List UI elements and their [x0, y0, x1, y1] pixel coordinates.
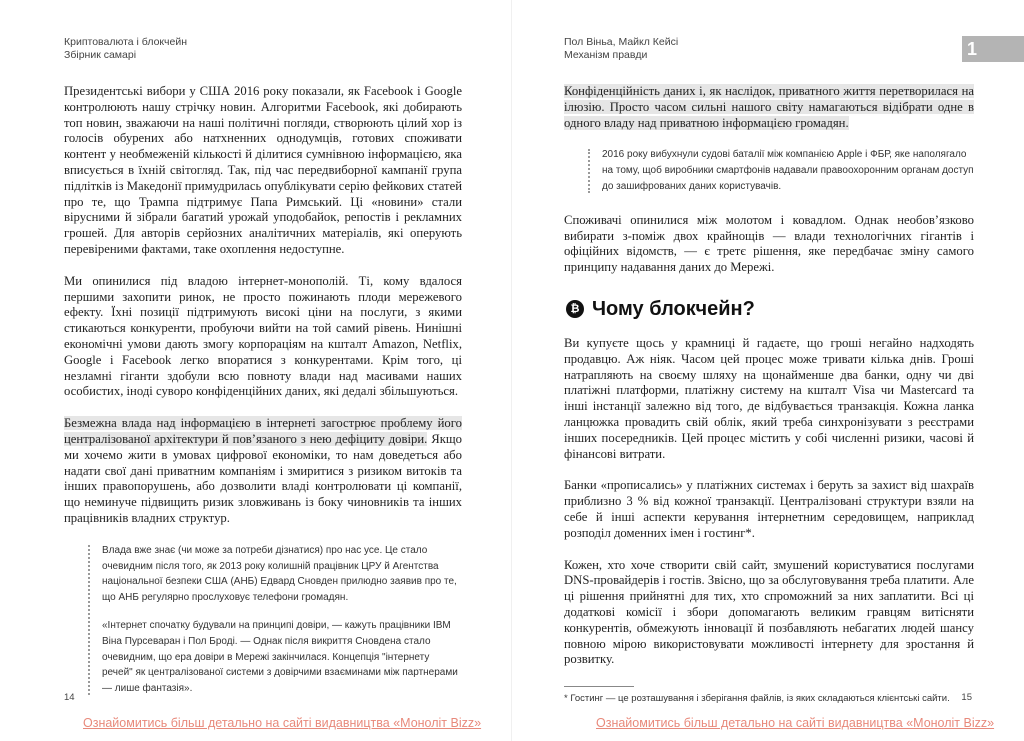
publisher-link-left[interactable]: Ознайомитись більш детально на сайті видавництва «Моноліт Bizz» — [83, 716, 482, 730]
paragraph-privacy — [564, 84, 974, 131]
left-sidebar-quote — [102, 543, 462, 697]
quote-apple-fbi: 2016 року вибухнули судові баталії між компанією Apple і ФБР, яке наполягало на тому, щоб виробники смартфонів надавали правоохоронним органам доступ до зашифрованих даних користувачів. — [602, 149, 974, 192]
right-sidebar-quote — [602, 147, 974, 194]
book-name: Механізм правди — [564, 49, 648, 61]
paragraph-banks: Банки «прописались» у платіжних системах і беруть за захист від шахраїв приблизно 3 % від кожної транзакції. Централізовані структури взяли на себе й інші аспекти керування інтернетним середовищем, наприклад розподіл доменних імен і гостинг*. — [564, 478, 974, 540]
publisher-link-right[interactable]: Ознайомитись більш детально на сайті видавництва «Моноліт Bizz» — [596, 716, 995, 730]
left-page-content — [64, 84, 462, 697]
paragraph-centralization — [64, 416, 462, 527]
paragraph-monopolies: Ми опинилися під владою інтернет-монополій. Ті, кому вдалося першими захопити ринок, не просто пожинають плоди мережевого ефекту. Їхні позиції підтримують високі ціни на послуги, з якими стикаються конкуренти, пробуючи вийти на той самий рівень. Нинішні економічні умови дають змогу корпораціям на кшталт Amazon, Netflix, Google і Facebook легко впоратися з конкурентами. Крім того, ці незламні гіганти здобули всю повноту влади над масивами наших особистих, іноді суворо конфіденційних даних, які дедалі збільшуються. — [64, 273, 462, 399]
chapter-tab — [962, 36, 1024, 62]
section-heading — [564, 296, 974, 322]
paragraph-continuation: Якщо ми хочемо жити в умовах цифрової економіки, то нам доведеться або надати свої дані приватним компаніям і змиритися з ризиком витоків та інших правопорушень, або дозволити владі контролювати ці компанії, що неминуче підвищить ризик зловживань із боку чиновників та інших працівників владних структур. — [64, 431, 462, 525]
paragraph-elections: Президентські вибори у США 2016 року показали, як Facebook і Google контролюють нашу стрічку новин. Алгоритми Facebook, які добирають топ новин, зважаючи на наші політичні погляди, створюють цілий хор із голосів обурених або натхненних однодумців, готових споживати контент у необмеженій кількості й ділитися сумнівною інформацією, яка вписується в їхній світогляд. Так, під час передвиборної кампанії група підлітків із Македонії примудрилась опублікувати серію фейкових статей про те, що Трампа підтримує Папа Римський. Ці «новини» стали вірусними й зібрали багатий урожай уподобайок, репостів і рекламних грошей. Для авторів серйозних аналітичних матеріалів, які оперують перевіреними фактами, таке охоплення недоступне. — [64, 84, 463, 256]
highlighted-text: Конфіденційність даних і, як наслідок, приватного життя перетворилася на ілюзію. Просто часом сильні нашого світу намагаються відібрати одне в одного владу над приватною інформацією громадян. — [564, 84, 974, 130]
highlighted-text: Безмежна влада над інформацією в інтернеті загострює проблему його централізованої архітектури й пов’язаного з нею дефіциту довіри. — [64, 416, 462, 446]
paragraph-consumers: Споживачі опинилися між молотом і ковадлом. Однак необов’язково вибирати з-поміж двох крайнощів — влади технологічних гігантів і офіційних відомств, — є третє рішення, яке передбачає зміну самого принципу надавання даних до Мережі. — [564, 212, 974, 275]
page-number-left: 14 — [64, 692, 75, 703]
book-authors: Пол Віньа, Майкл Кейсі — [564, 36, 679, 48]
quote-ibm: «Інтернет спочатку будували на принципі довіри, — кажуть працівники IBM Віна Пурсеваран і Пол Броді. — Однак після викриття Сновдена стало очевидним, що ера довіри в Мережі закінчилася. Концепція "інтернету речей" як централізованої системи з довірчими взаєминами між партнерами — лише фантазія». — [102, 619, 458, 695]
right-running-header — [564, 36, 678, 62]
book-title: Криптовалюта і блокчейн — [64, 36, 188, 48]
bitcoin-icon: ₿ — [566, 300, 584, 318]
right-page — [512, 0, 1024, 741]
page-number-right: 15 — [961, 692, 972, 703]
book-subtitle: Збірник самарі — [64, 49, 137, 61]
section-heading-text: Чому блокчейн? — [592, 297, 755, 320]
paragraph-payments: Ви купуєте щось у крамниці й гадаєте, що гроші негайно надходять продавцю. Аж ніяк. Часом цей процес може тривати кілька днів. Гроші натрапляють на своєму шляху на щонайменше два банки, одну чи дві платіжні платформи, платіжну систему на кшталт Visa чи Mastercard та інші інстанції залежно від того, де відбувається транзакція. Кожна ланка ланцюжка провадить свій облік, який треба синхронізувати з реєстрами інших посередників. Цей процес містить у собі численні ризики, часові й фінансові витрати. — [564, 335, 974, 461]
quote-snowden: Влада вже знає (чи може за потреби дізнатися) про нас усе. Це стало очевидним після того, як 2013 року колишній працівник ЦРУ й Агентства національної безпеки США (АНБ) Едвард Сновден прилюдно заявив про те, що АНБ регулярно прослуховує телефони громадян. — [102, 544, 457, 604]
left-running-header — [64, 36, 187, 62]
footnote-divider — [564, 686, 634, 687]
footnote-hosting: * Гостинг — це розташування і зберігання файлів, із яких складаються клієнтські сайти. — [564, 693, 950, 705]
paragraph-hosting: Кожен, хто хоче створити свій сайт, змушений користуватися послугами DNS-провайдерів і гостів. Звісно, що за обслуговування треба платити. Але ці рішення прийнятні для тих, хто спроможний за них заплатити. Всі ці додаткові комісії і збори допомагають великим гравцям витісняти конкурентів, обмежують інновації й позбавляють небагатих людей шансу повною мірою використовувати можливості інтернету для зростання й розвитку. — [564, 557, 974, 667]
chapter-number: 1 — [967, 39, 978, 59]
right-page-content — [564, 84, 974, 705]
